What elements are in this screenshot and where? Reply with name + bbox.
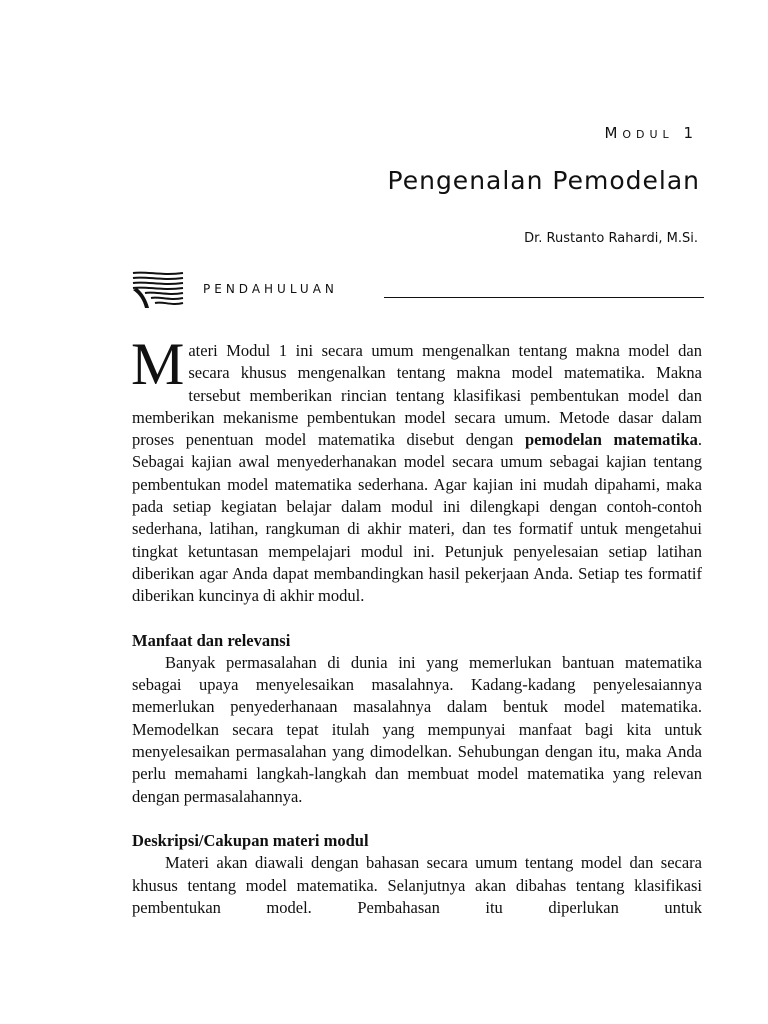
intro-bold-term: pemodelan matematika bbox=[524, 430, 698, 450]
deskripsi-heading: Deskripsi/Cakupan materi modul bbox=[132, 830, 369, 850]
intro-text-2: . Sebagai kajian awal menyederhanakan model secara umum sebagai kajian tentang pembentukan model matematika sederhana. Agar kajian ini mudah dipahami, maka pada setiap kegiatan belajar dalam modul ini dilengkapi dengan contoh-contoh sederhana, latihan, rangkuman di akhir materi, dan tes formatif untuk mengetahui tingkat ketuntasan mempelajari modul ini. Petunjuk penyelesaian setiap latihan diberikan agar Anda dapat membandingkan hasil pekerjaan Anda. Setiap tes formatif diberikan kuncinya di akhir modul. bbox=[132, 430, 702, 606]
author-name: Dr. Rustanto Rahardi, M.Si. bbox=[524, 231, 698, 246]
module-number-label: Modul 1 bbox=[604, 124, 698, 142]
manfaat-paragraph: Banyak permasalahan di dunia ini yang memerlukan bantuan matematika sebagai upaya menyelesaikan masalahnya. Kadang-kadang penyelesaiannya memerlukan penyederhanaan masalahnya dalam bentuk model matematika. Memodelkan secara tepat itulah yang mempunyai manfaat bagi kita untuk menyelesaikan permasalahan yang dimodelkan. Sehubungan dengan itu, maka Anda perlu memahami langkah-langkah dan membuat model matematika yang relevan dengan permasalahannya. bbox=[132, 652, 702, 806]
section-label: PENDAHULUAN bbox=[203, 282, 338, 296]
intro-text-1: ateri Modul 1 ini secara umum mengenalkan tentang makna model dan secara khusus mengenalkan tentang makna model matematika. Makna tersebut memberikan rincian tentang klasifikasi pembentukan model dan memberikan mekanisme pembentukan model secara umum. Metode dasar dalam proses penentuan model matematika disebut dengan bbox=[132, 341, 702, 450]
drop-cap: M bbox=[131, 331, 185, 397]
manfaat-heading: Manfaat dan relevansi bbox=[132, 630, 291, 650]
book-pages-icon bbox=[131, 270, 187, 310]
deskripsi-paragraph: Materi akan diawali dengan bahasan secara umum tentang model dan secara khusus tentang model matematika. Selanjutnya akan dibahas tentang klasifikasi pembentukan model. Pembahasan itu diperlukan untuk bbox=[132, 853, 702, 917]
document-body bbox=[131, 331, 702, 919]
module-title: Pengenalan Pemodelan bbox=[387, 166, 700, 195]
intro-paragraph bbox=[131, 331, 702, 608]
section-divider bbox=[384, 297, 704, 298]
